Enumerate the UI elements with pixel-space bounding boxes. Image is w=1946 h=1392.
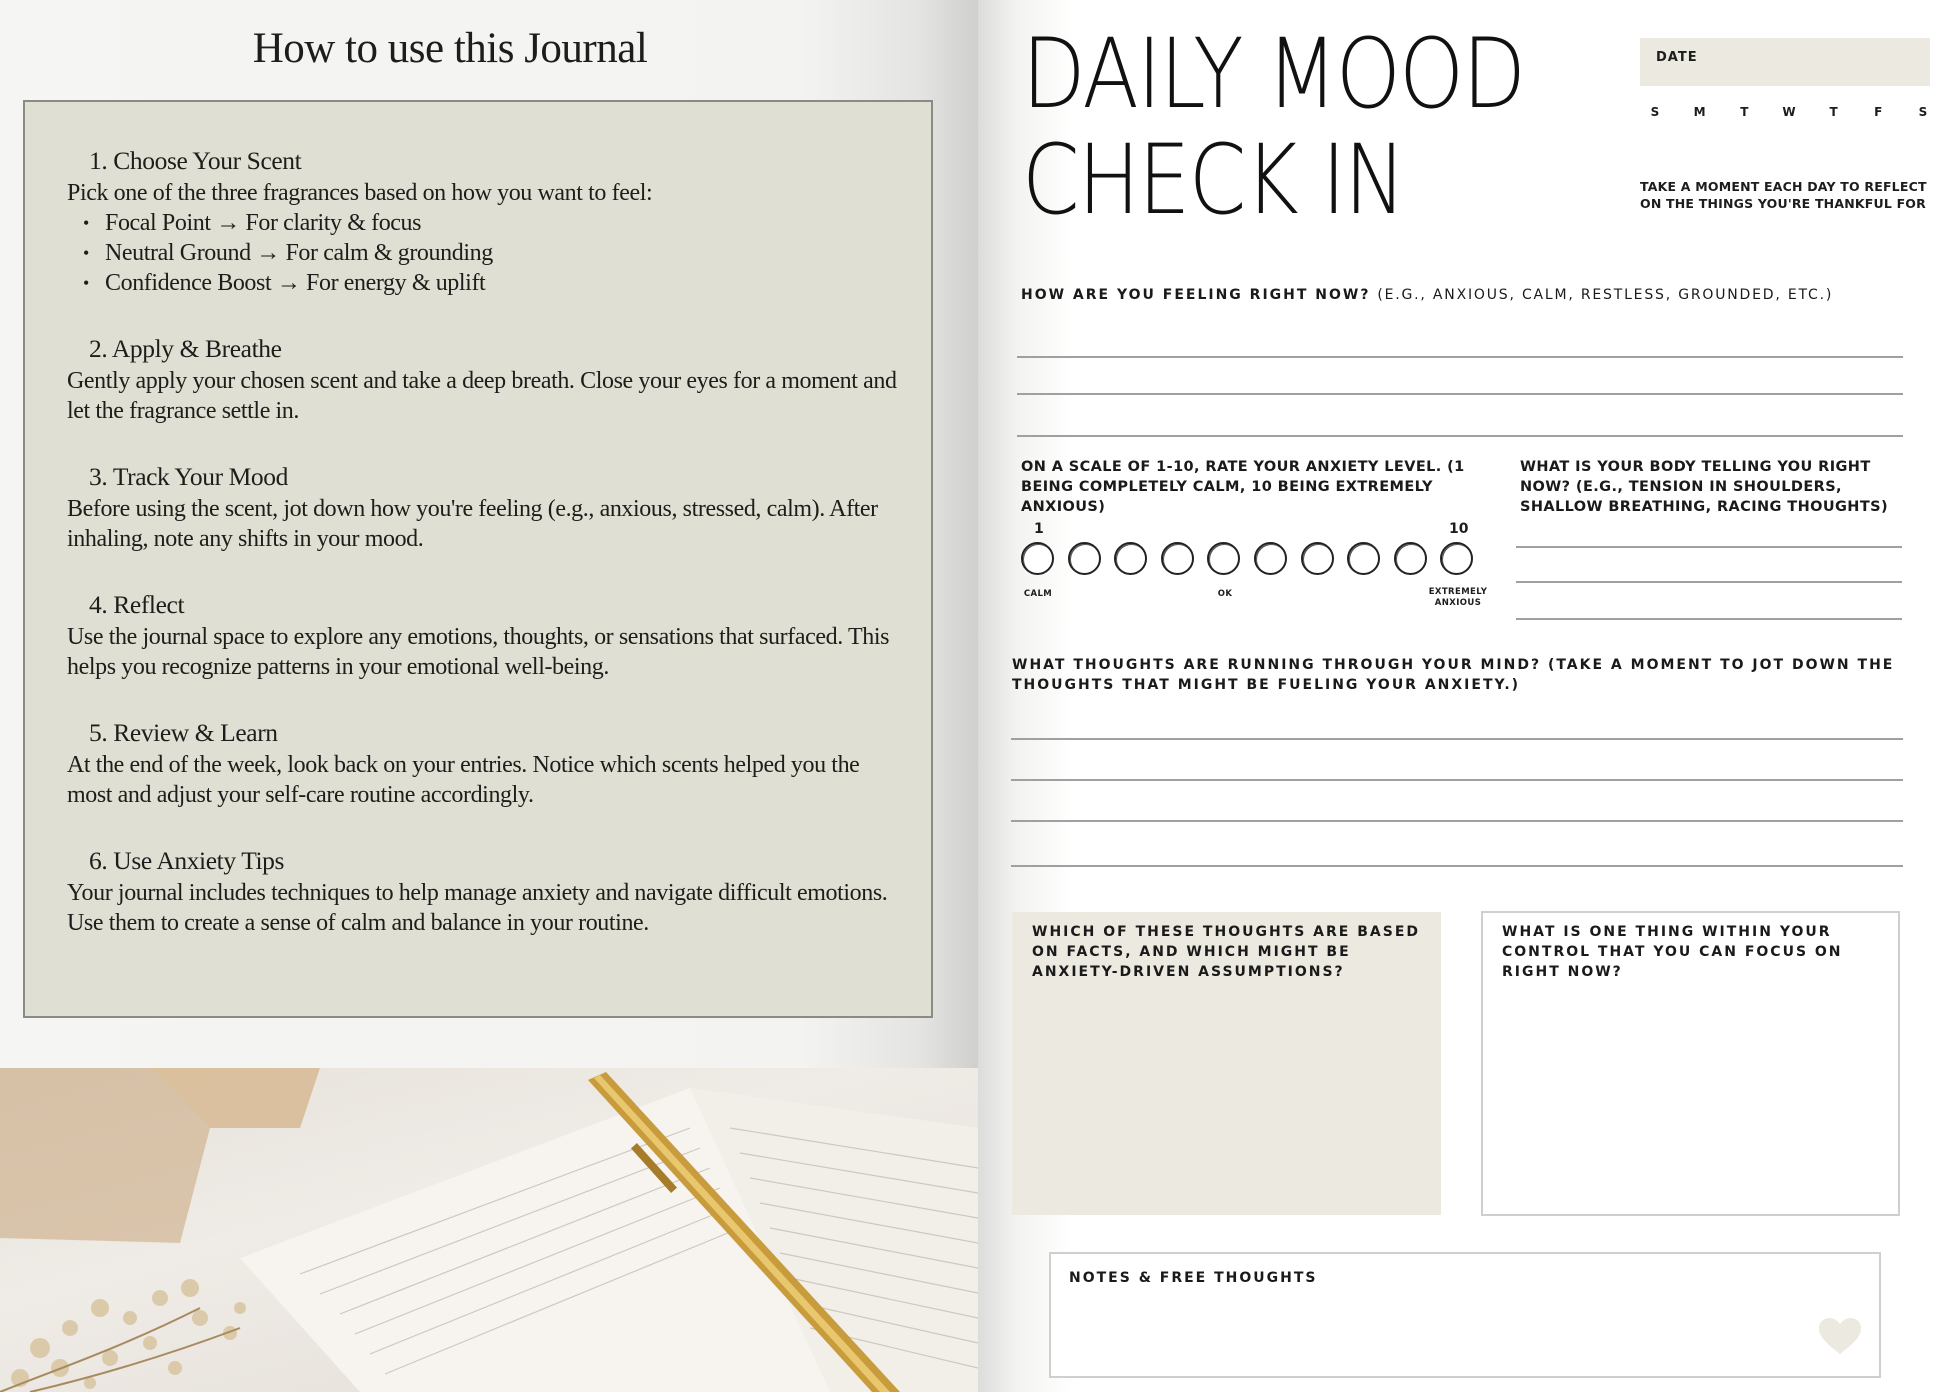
scale-mid-label: OK	[1217, 589, 1233, 599]
scent-item-neutral-ground: • Neutral Ground → For calm & grounding	[83, 238, 931, 268]
page-title-line2: CHECK IN	[1022, 124, 1405, 236]
step-body: Before using the scent, jot down how you're feeling (e.g., anxious, stressed, calm). After inhaling, note any shifts in your mood.	[67, 496, 878, 552]
scale-option-3[interactable]	[1114, 542, 1147, 575]
scale-option-5[interactable]	[1207, 542, 1240, 575]
scale-option-2[interactable]	[1068, 542, 1101, 575]
weekday-friday[interactable]: F	[1874, 105, 1883, 119]
feeling-examples: (E.G., ANXIOUS, CALM, RESTLESS, GROUNDED, ETC.)	[1377, 287, 1834, 303]
scale-option-4[interactable]	[1161, 542, 1194, 575]
feeling-answer-line[interactable]	[1017, 356, 1903, 358]
scent-list	[83, 208, 931, 298]
step-heading: 4. Reflect	[89, 590, 185, 619]
feeling-answer-line[interactable]	[1017, 435, 1903, 437]
step-body: Your journal includes techniques to help manage anxiety and navigate difficult emotions. Use them to create a sense of calm and balance in your routine.	[67, 880, 888, 936]
weekday-tuesday[interactable]: T	[1740, 105, 1749, 119]
scale-low-label: CALM	[1023, 589, 1053, 599]
step-heading: 5. Review & Learn	[89, 718, 278, 747]
scale-min-label: 1	[1034, 521, 1044, 537]
weekday-thursday[interactable]: T	[1829, 105, 1838, 119]
step-track-mood	[67, 462, 931, 554]
journal-title: How to use this Journal	[252, 25, 648, 72]
body-answer-line[interactable]	[1516, 581, 1902, 583]
scent-item-confidence-boost: • Confidence Boost → For energy & uplift	[83, 268, 931, 298]
body-answer-line[interactable]	[1516, 546, 1902, 548]
step-choose-scent	[67, 146, 931, 298]
facts-prompt: WHICH OF THESE THOUGHTS ARE BASED ON FACTS, AND WHICH MIGHT BE ANXIETY-DRIVEN ASSUMPTIONS?	[1032, 924, 1420, 980]
notebook-illustration	[0, 1068, 978, 1392]
thoughts-answer-line[interactable]	[1011, 779, 1903, 781]
weekday-monday[interactable]: M	[1693, 105, 1706, 119]
scale-option-10[interactable]	[1440, 542, 1473, 575]
step-heading: 2. Apply & Breathe	[89, 334, 282, 363]
scale-option-1[interactable]	[1021, 542, 1054, 575]
facts-vs-assumptions-box[interactable]	[1012, 912, 1441, 1215]
notes-prompt: NOTES & FREE THOUGHTS	[1069, 1270, 1318, 1286]
step-apply-breathe	[67, 334, 931, 426]
scale-option-6[interactable]	[1254, 542, 1287, 575]
body-prompt: WHAT IS YOUR BODY TELLING YOU RIGHT NOW? (E.G., TENSION IN SHOULDERS, SHALLOW BREATHING, RACING THOUGHTS)	[1520, 459, 1888, 515]
date-field[interactable]	[1640, 38, 1930, 86]
thoughts-answer-line[interactable]	[1011, 865, 1903, 867]
scale-high-label: EXTREMELY ANXIOUS	[1428, 587, 1488, 608]
scale-max-label: 10	[1449, 521, 1469, 537]
thoughts-answer-line[interactable]	[1011, 738, 1903, 740]
date-label: DATE	[1656, 50, 1698, 65]
within-control-box[interactable]	[1481, 911, 1900, 1216]
step-body: Use the journal space to explore any emotions, thoughts, or sensations that surfaced. This helps you recognize patterns in your emotional well-being.	[67, 624, 890, 680]
body-answer-line[interactable]	[1516, 618, 1902, 620]
step-body: At the end of the week, look back on your entries. Notice which scents helped you the most and adjust your self-care routine accordingly.	[67, 752, 860, 808]
feeling-prompt	[1021, 285, 1921, 305]
step-review-learn	[67, 718, 931, 810]
step-body: Pick one of the three fragrances based on how you want to feel:	[67, 180, 653, 206]
weekday-saturday[interactable]: S	[1918, 105, 1928, 119]
anxiety-scale	[1021, 542, 1473, 575]
scale-prompt: ON A SCALE OF 1-10, RATE YOUR ANXIETY LEVEL. (1 BEING COMPLETELY CALM, 10 BEING EXTREMELY ANXIOUS)	[1021, 459, 1465, 515]
step-heading: 3. Track Your Mood	[89, 462, 288, 491]
weekday-selector	[1640, 105, 1938, 119]
thoughts-prompt: WHAT THOUGHTS ARE RUNNING THROUGH YOUR MIND? (TAKE A MOMENT TO JOT DOWN THE THOUGHTS THAT MIGHT BE FUELING YOUR ANXIETY.)	[1012, 657, 1895, 693]
weekday-wednesday[interactable]: W	[1782, 105, 1796, 119]
notebook-pen-photo	[0, 1068, 978, 1392]
feeling-question: HOW ARE YOU FEELING RIGHT NOW?	[1021, 287, 1371, 303]
instructions-box	[23, 100, 933, 1018]
step-reflect	[67, 590, 931, 682]
scale-option-8[interactable]	[1347, 542, 1380, 575]
scale-option-7[interactable]	[1301, 542, 1334, 575]
heart-icon	[1817, 1316, 1863, 1356]
scale-option-9[interactable]	[1394, 542, 1427, 575]
right-page	[978, 0, 1946, 1392]
weekday-sunday[interactable]: S	[1650, 105, 1660, 119]
reflect-note: TAKE A MOMENT EACH DAY TO REFLECT ON THE THINGS YOU'RE THANKFUL FOR	[1640, 179, 1927, 211]
step-body: Gently apply your chosen scent and take a deep breath. Close your eyes for a moment and let the fragrance settle in.	[67, 368, 897, 424]
feeling-answer-line[interactable]	[1017, 393, 1903, 395]
step-heading: 6. Use Anxiety Tips	[89, 846, 285, 875]
scent-item-focal-point: • Focal Point → For clarity & focus	[83, 208, 931, 238]
notes-box[interactable]	[1049, 1252, 1881, 1378]
thoughts-answer-line[interactable]	[1011, 820, 1903, 822]
step-anxiety-tips	[67, 846, 931, 938]
step-heading: 1. Choose Your Scent	[89, 146, 302, 175]
control-prompt: WHAT IS ONE THING WITHIN YOUR CONTROL THAT YOU CAN FOCUS ON RIGHT NOW?	[1502, 924, 1843, 980]
page-title-line1: DAILY MOOD	[1022, 18, 1525, 130]
